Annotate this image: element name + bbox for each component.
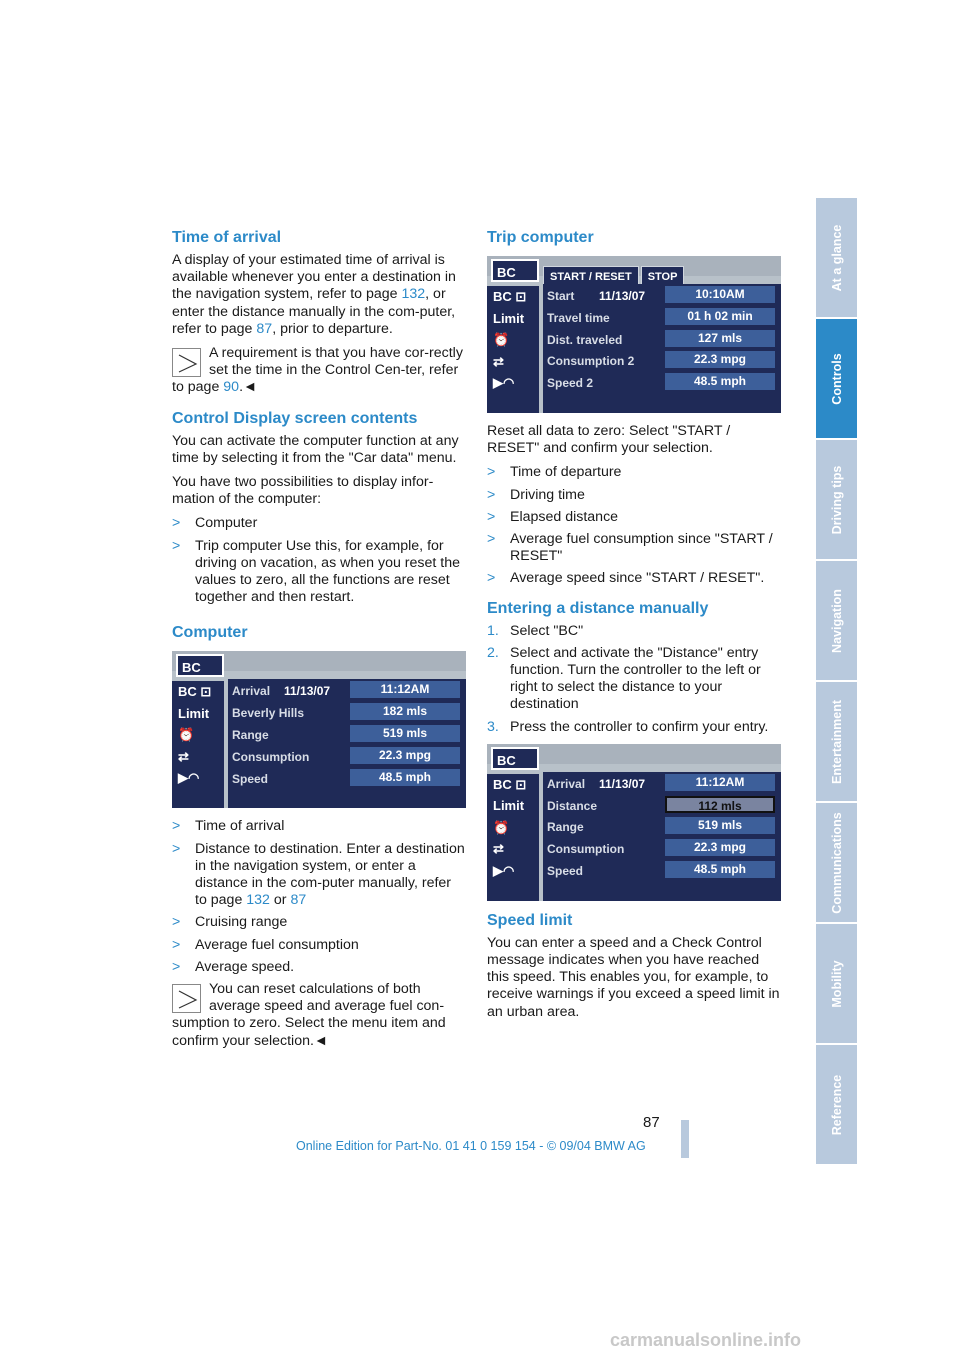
section-heading-trip-computer: Trip computer bbox=[487, 229, 594, 246]
menu-item: ⇄ bbox=[493, 353, 504, 369]
list-item bbox=[487, 487, 781, 504]
tab-controls[interactable] bbox=[816, 319, 857, 438]
note-text bbox=[172, 345, 466, 397]
list-item bbox=[487, 531, 781, 565]
screen-main bbox=[228, 679, 466, 808]
bullet-marker: > bbox=[487, 531, 496, 548]
row-label: Arrival bbox=[547, 776, 586, 791]
tab-label: Controls bbox=[829, 352, 844, 405]
list-item bbox=[487, 464, 781, 481]
paragraph: You can activate the computer function at any time by selecting it from the "Car data" menu. bbox=[172, 432, 459, 466]
tab-at-a-glance[interactable] bbox=[816, 198, 857, 317]
row-label: Consumption bbox=[232, 749, 310, 764]
tab-label: Driving tips bbox=[829, 465, 844, 534]
row-label: Dist. traveled bbox=[547, 332, 623, 347]
list-item-text: or bbox=[269, 892, 291, 909]
bullet-marker: > bbox=[487, 486, 496, 503]
menu-item: ▶◠ bbox=[178, 770, 200, 786]
paragraph: You have two possibilities to display infor-mation of the computer: bbox=[172, 474, 434, 508]
menu-item: ⏰ bbox=[493, 819, 510, 835]
page-number: 87 bbox=[643, 1114, 660, 1131]
bullet-list bbox=[172, 818, 466, 976]
list-item-text: Computer bbox=[195, 515, 258, 532]
row-label: Consumption bbox=[547, 842, 625, 857]
screen-row bbox=[543, 794, 781, 816]
screen-row bbox=[543, 306, 781, 328]
paragraph bbox=[172, 252, 466, 338]
row-value: 11:12AM bbox=[665, 774, 775, 791]
list-item-text: Select and activate the "Distance" entry function. Turn the controller to the left or right to select the distance to your destination bbox=[510, 644, 761, 713]
tab-mobility[interactable] bbox=[816, 924, 857, 1043]
paragraph: You can enter a speed and a Check Control message indicates when you have reached this speed. This enables you, for example, to receive warnings if you exceed a speed limit in an urban area. bbox=[487, 934, 780, 1020]
section-heading-time-of-arrival: Time of arrival bbox=[172, 229, 282, 246]
trip-computer-screen-image bbox=[487, 256, 781, 413]
bullet-marker: > bbox=[487, 464, 496, 481]
screen-row bbox=[543, 815, 781, 837]
row-label: Speed bbox=[232, 771, 269, 786]
tab-entertainment[interactable] bbox=[816, 682, 857, 801]
step-number: 2. bbox=[487, 644, 499, 661]
screen-title: BC bbox=[491, 747, 539, 770]
row-date: 11/13/07 bbox=[599, 289, 646, 303]
footer-bar bbox=[681, 1120, 689, 1158]
screen-row bbox=[228, 723, 466, 745]
menu-item: ⇄ bbox=[178, 748, 189, 764]
list-item-text: Time of arrival bbox=[195, 818, 285, 835]
text: A requirement is that you have cor-rectly set the time in the Control Cen-ter, refer to page bbox=[172, 345, 463, 396]
text: , prior to departure. bbox=[272, 320, 393, 337]
list-item bbox=[172, 959, 466, 976]
row-value: 182 mls bbox=[350, 703, 460, 720]
page-link[interactable]: 132 bbox=[246, 892, 270, 909]
list-item bbox=[172, 841, 466, 910]
text: A display of your estimated time of arrival is available whenever you enter a destination in the navigation system, refer to page bbox=[172, 252, 456, 303]
numbered-list bbox=[487, 623, 781, 736]
list-item-text: Average fuel consumption since "START / RESET" bbox=[510, 531, 773, 565]
screen-row bbox=[543, 328, 781, 350]
list-item-text: Average speed since "START / RESET". bbox=[510, 570, 765, 587]
tab-label: Mobility bbox=[829, 959, 844, 1008]
row-value: 48.5 mph bbox=[665, 373, 775, 390]
menu-item: ⇄ bbox=[493, 841, 504, 857]
note-icon bbox=[172, 984, 201, 1013]
list-item bbox=[172, 515, 466, 532]
row-label: Range bbox=[232, 728, 269, 743]
menu-item: ⏰ bbox=[493, 332, 510, 347]
page-link[interactable]: 87 bbox=[256, 320, 273, 337]
bullet-marker: > bbox=[487, 570, 496, 587]
screen-row bbox=[228, 701, 466, 723]
tab-label: Navigation bbox=[829, 588, 844, 653]
screen-menu bbox=[487, 774, 539, 901]
list-item bbox=[487, 623, 781, 640]
row-value: 48.5 mph bbox=[350, 769, 460, 786]
chapter-tabs bbox=[816, 198, 857, 1166]
list-item-text: Distance to destination. Enter a destination in the navigation system, or enter a distance in the com-puter manually, refer to page bbox=[195, 840, 465, 909]
page-link[interactable]: 90 bbox=[223, 379, 240, 396]
tab-reference[interactable] bbox=[816, 1045, 857, 1164]
list-item bbox=[487, 509, 781, 526]
screen-row bbox=[543, 837, 781, 859]
menu-item: ▶◠ bbox=[493, 862, 515, 878]
menu-item: Limit bbox=[178, 705, 210, 721]
tab-communications[interactable] bbox=[816, 803, 857, 922]
row-label: Arrival bbox=[232, 684, 271, 699]
screen-row bbox=[543, 772, 781, 794]
list-item-text: Driving time bbox=[510, 486, 585, 503]
row-value: 22.3 mpg bbox=[350, 747, 460, 764]
list-item bbox=[487, 719, 781, 736]
list-item bbox=[172, 538, 466, 607]
row-value: 01 h 02 min bbox=[665, 308, 775, 325]
menu-item: BC ⊡ bbox=[493, 289, 527, 304]
bullet-list bbox=[172, 515, 466, 606]
row-value: 11:12AM bbox=[350, 681, 460, 698]
tab-driving-tips[interactable] bbox=[816, 440, 857, 559]
bullet-marker: > bbox=[172, 818, 181, 835]
row-value: 48.5 mph bbox=[665, 861, 775, 878]
list-item-text: Press the controller to confirm your entry. bbox=[510, 718, 769, 735]
row-value: 22.3 mpg bbox=[665, 351, 775, 368]
row-label: Distance bbox=[547, 798, 598, 813]
computer-screen-image bbox=[172, 651, 466, 808]
list-item bbox=[487, 645, 781, 714]
row-value: 127 mls bbox=[665, 330, 775, 347]
list-item bbox=[172, 937, 466, 954]
list-item-text: Time of departure bbox=[510, 464, 622, 481]
bullet-marker: > bbox=[172, 515, 181, 532]
screen-main bbox=[543, 284, 781, 413]
row-label: Speed 2 bbox=[547, 376, 594, 391]
note-block bbox=[172, 345, 466, 397]
bullet-marker: > bbox=[172, 537, 181, 554]
list-item-text: Average speed. bbox=[195, 958, 295, 975]
bullet-marker: > bbox=[172, 936, 181, 953]
screen-row bbox=[543, 349, 781, 371]
note-block bbox=[172, 981, 466, 1050]
row-value-selected: 112 mls bbox=[665, 796, 775, 813]
tab-label: Communications bbox=[829, 811, 844, 914]
tab-label: Reference bbox=[829, 1074, 844, 1135]
section-heading-distance: Entering a distance manually bbox=[487, 599, 709, 617]
screen-title: BC bbox=[491, 259, 539, 282]
screen-row bbox=[228, 767, 466, 789]
text: .◄ bbox=[239, 379, 258, 396]
menu-item: BC ⊡ bbox=[493, 776, 527, 792]
menu-item: Limit bbox=[493, 798, 525, 814]
screen-row bbox=[543, 284, 781, 306]
list-item-text: Select "BC" bbox=[510, 622, 584, 639]
section-heading-speed-limit: Speed limit bbox=[487, 911, 573, 929]
row-date: 11/13/07 bbox=[599, 776, 646, 791]
row-value: 519 mls bbox=[665, 817, 775, 834]
tab-label: Entertainment bbox=[829, 699, 844, 784]
left-column bbox=[172, 228, 466, 1062]
list-item bbox=[172, 914, 466, 931]
list-item-text: Cruising range bbox=[195, 914, 288, 931]
row-label: Speed bbox=[547, 864, 584, 879]
section-heading-computer: Computer bbox=[172, 624, 248, 642]
row-value: 519 mls bbox=[350, 725, 460, 742]
tab-label: At a glance bbox=[829, 224, 844, 291]
bullet-marker: > bbox=[487, 508, 496, 525]
screen-row bbox=[543, 371, 781, 393]
right-column bbox=[487, 228, 781, 1028]
start-reset-button: START / RESET bbox=[543, 266, 639, 289]
screen-title: BC bbox=[176, 654, 224, 677]
row-value: 22.3 mpg bbox=[665, 839, 775, 856]
row-label: Beverly Hills bbox=[232, 706, 305, 721]
list-item bbox=[172, 818, 466, 835]
menu-item: ▶◠ bbox=[493, 375, 515, 390]
screen-menu bbox=[487, 286, 539, 413]
list-item-text: Elapsed distance bbox=[510, 508, 619, 525]
list-item bbox=[487, 570, 781, 587]
row-label: Consumption 2 bbox=[547, 354, 635, 369]
paragraph: Reset all data to zero: Select "START / RESET" and confirm your selection. bbox=[487, 423, 731, 457]
bullet-list bbox=[487, 464, 781, 587]
bullet-marker: > bbox=[172, 914, 181, 931]
stop-button: STOP bbox=[641, 266, 685, 289]
menu-item: BC ⊡ bbox=[178, 684, 212, 700]
screen-row bbox=[228, 745, 466, 767]
list-item-text: Trip computer Use this, for example, for driving on vacation, as when you reset the values to zero, all the functions are reset together and then restart. bbox=[195, 537, 460, 606]
menu-item: ⏰ bbox=[178, 727, 195, 743]
screen-row bbox=[228, 679, 466, 701]
screen-main bbox=[543, 772, 781, 901]
page-link[interactable]: 132 bbox=[401, 286, 426, 303]
text: , or enter the distance manually in the com-puter, refer to page bbox=[172, 286, 456, 337]
row-label: Start bbox=[547, 289, 575, 303]
bullet-marker: > bbox=[172, 840, 181, 857]
page-link[interactable]: 87 bbox=[290, 892, 307, 909]
step-number: 1. bbox=[487, 622, 499, 639]
step-number: 3. bbox=[487, 718, 499, 735]
note-icon bbox=[172, 348, 201, 377]
screen-menu bbox=[172, 681, 224, 808]
row-label: Range bbox=[547, 820, 584, 835]
tab-navigation[interactable] bbox=[816, 561, 857, 680]
watermark: carmanualsonline.info bbox=[610, 1330, 802, 1350]
footer-text: Online Edition for Part-No. 01 41 0 159 154 - © 09/04 BMW AG bbox=[296, 1139, 646, 1153]
screen-button-bar bbox=[543, 266, 686, 284]
distance-screen-image bbox=[487, 744, 781, 901]
row-date: 11/13/07 bbox=[284, 684, 331, 699]
screen-row bbox=[543, 859, 781, 881]
row-value: 10:10AM bbox=[665, 286, 775, 303]
note-text: You can reset calculations of both average speed and average fuel con-sumption to zero. Select the menu item and confirm your selection.◄ bbox=[172, 981, 446, 1049]
row-label: Travel time bbox=[547, 310, 610, 325]
bullet-marker: > bbox=[172, 958, 181, 975]
section-heading-control-display: Control Display screen contents bbox=[172, 409, 418, 427]
menu-item: Limit bbox=[493, 310, 525, 326]
list-item-text: Average fuel consumption bbox=[195, 936, 359, 953]
